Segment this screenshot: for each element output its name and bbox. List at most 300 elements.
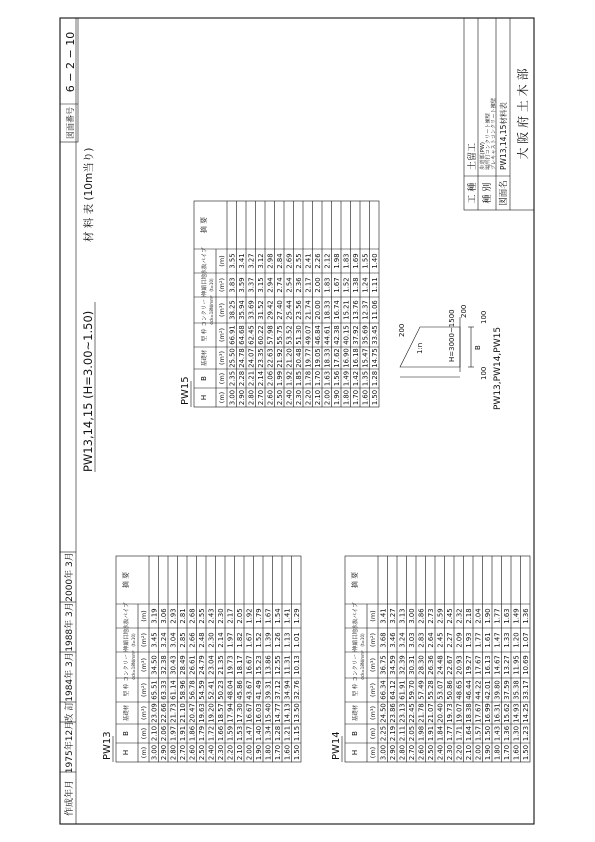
tb-type-line-1: 歩道部(PW) (480, 142, 486, 170)
table-cell: 1.50 (292, 744, 301, 761)
table-cell: 51.30 (294, 325, 303, 345)
table-cell: 3.06 (159, 608, 168, 624)
table-cell: 44.61 (323, 325, 332, 345)
table-cell: 18.33 (323, 300, 332, 320)
table-cell: 18.17 (235, 655, 244, 675)
table-cell: 53.52 (285, 325, 294, 345)
table-cell: 3.00 (228, 389, 237, 406)
table-cell: 21.73 (169, 703, 178, 723)
table-cell: 38.25 (228, 300, 237, 320)
table-cell: 3.00 (150, 744, 159, 761)
table-cell: 1.90 (483, 744, 492, 761)
column-header: 伸縮目地 (353, 628, 359, 652)
table-cell: 2.90 (159, 744, 168, 761)
column-header: H (122, 749, 130, 756)
table-cell: 2.17 (226, 608, 235, 624)
table-cell: 66.34 (379, 680, 388, 700)
table-cell: 64.68 (237, 325, 246, 345)
table-cell: 14.67 (493, 655, 502, 675)
column-header: B (200, 376, 208, 381)
table-cell: 1.77 (493, 608, 502, 624)
table-cell: 3.59 (237, 277, 246, 293)
drawing-number-value: 6 − 2 − 10 (64, 31, 77, 93)
table-cell: 2.80 (169, 744, 178, 761)
table-cell: 3.68 (379, 632, 388, 648)
table-cell: 1.77 (445, 725, 454, 742)
table-cell: 2.50 (275, 389, 284, 406)
table-cell: 65.51 (150, 680, 159, 700)
table-cell: 29.42 (266, 300, 275, 320)
table-cell: 1.72 (207, 725, 216, 742)
column-header: 基礎材 (124, 704, 130, 722)
table-cell: 3.41 (379, 608, 388, 624)
table-cell: 2.00 (245, 744, 254, 761)
table-cell: 3.24 (398, 632, 407, 648)
outer-border (60, 18, 534, 824)
table-cell: 2.80 (398, 744, 407, 761)
table-cell: 22.45 (407, 703, 416, 723)
table-cell: 50.86 (445, 680, 454, 700)
table-cell: 19.05 (313, 348, 322, 368)
table-cell: 2.17 (304, 277, 313, 293)
table-cell: 1.36 (502, 725, 511, 742)
table-cell: 3.27 (247, 253, 256, 269)
tb-org: 大 阪 府 土 木 部 (516, 68, 530, 160)
tb-kind-value: 土留工 (468, 142, 478, 170)
table-cell: 43.67 (245, 680, 254, 700)
table-cell: 1.56 (332, 370, 341, 387)
table-cell: 1.28 (273, 725, 282, 742)
table-cell: 20.47 (188, 703, 197, 723)
table-cell: 19.73 (226, 655, 235, 675)
column-header: 摘 要 (122, 571, 130, 589)
table-cell: 37.92 (351, 325, 360, 345)
dim-top: 200 (398, 323, 406, 337)
table-cell: 1.50 (483, 725, 492, 742)
table-cell: 18.38 (464, 703, 473, 723)
table-cell: 46.44 (464, 680, 473, 700)
table-cell: 16.90 (342, 348, 351, 368)
table-cell: 1.15 (292, 725, 301, 742)
table-cell: 2.27 (445, 632, 454, 648)
table-cell: 10.69 (521, 655, 530, 675)
table-cell: 1.66 (216, 725, 225, 742)
wall-section-diagram (398, 305, 503, 410)
table-cell: 2.10 (150, 725, 159, 742)
column-unit: (m²) (369, 632, 377, 648)
table-cell: 1.60 (283, 744, 292, 761)
table-cell: 1.07 (521, 632, 530, 648)
table-cell: 46.84 (313, 325, 322, 345)
table-cell: 2.54 (285, 277, 294, 293)
table-cell: 32.38 (159, 655, 168, 675)
table-cell: 25.50 (228, 348, 237, 368)
table-cell: 1.33 (502, 632, 511, 648)
table-cell: 30.43 (169, 655, 178, 675)
table-cell: 2.30 (207, 632, 216, 648)
table-cell: 18.57 (216, 703, 225, 723)
table-cell: 2.45 (436, 632, 445, 648)
material-table (331, 556, 530, 762)
table-cell: 1.52 (342, 277, 351, 293)
table-cell: 45.86 (235, 680, 244, 700)
table-cell: 1.52 (254, 632, 263, 648)
column-unit: (m²) (218, 327, 226, 343)
table-cell: 2.60 (266, 389, 275, 406)
table-cell: 20.48 (294, 348, 303, 368)
table-cell: 37.59 (502, 680, 511, 700)
table-cell: 2.40 (207, 744, 216, 761)
table-cell: 1.92 (245, 608, 254, 624)
table-cell: 1.70 (273, 744, 282, 761)
table-cell: 15.47 (361, 348, 370, 368)
table-cell: 1.43 (493, 725, 502, 742)
table-cell: 1.29 (292, 608, 301, 624)
tb-name-value: PW13,14,15材料表 (499, 102, 508, 170)
column-header: 型 枠 (124, 683, 130, 697)
table-cell: 48.04 (226, 680, 235, 700)
table-cell: 62.45 (247, 325, 256, 345)
dim-left: 100 (480, 366, 488, 380)
table-cell: 20.40 (436, 703, 445, 723)
column-header: 型 枠 (353, 683, 359, 697)
table-cell: 1.57 (474, 725, 483, 742)
table-cell: 28.49 (178, 655, 187, 675)
table-cell: 55.28 (426, 680, 435, 700)
column-subheader: σck=18N/mm² (360, 650, 365, 680)
table-cell: 1.50 (521, 744, 530, 761)
table-cell: 1.13 (283, 632, 292, 648)
table-cell: 1.61 (483, 632, 492, 648)
table-cell: 2.00 (474, 744, 483, 761)
table-cell: 2.26 (313, 253, 322, 269)
table-cell: 21.20 (285, 348, 294, 368)
table-cell: 3.83 (228, 277, 237, 293)
table-cell: 64.12 (388, 680, 397, 700)
table-cell: 1.11 (370, 277, 379, 293)
table-cell: 36.75 (379, 655, 388, 675)
table-cell: 2.55 (294, 253, 303, 269)
table-cell: 24.50 (379, 703, 388, 723)
table-cell: 17.67 (474, 703, 483, 723)
table-cell: 2.68 (188, 608, 197, 624)
table-cell: 2.20 (304, 389, 313, 406)
column-unit: (m²) (369, 682, 377, 698)
table-cell: 14.75 (370, 348, 379, 368)
table-cell: 25.44 (285, 300, 294, 320)
table-cell: 11.31 (283, 655, 292, 675)
table-cell: 2.14 (216, 632, 225, 648)
table-cell: 2.06 (159, 725, 168, 742)
table-cell: 54.59 (197, 680, 206, 700)
table-cell: 3.27 (388, 608, 397, 624)
table-cell: 1.98 (417, 725, 426, 742)
table-cell: 2.70 (407, 744, 416, 761)
table-cell: 23.04 (207, 655, 216, 675)
dim-right: 100 (480, 310, 488, 324)
table-cell: 56.78 (188, 680, 197, 700)
table-cell: 33.17 (521, 680, 530, 700)
table-cell: 1.47 (245, 725, 254, 742)
table-cell: 14.13 (283, 703, 292, 723)
revised-label: 改 訂 (65, 701, 75, 723)
table-cell: 32.76 (292, 680, 301, 700)
table-cell: 1.39 (264, 632, 273, 648)
table-cell: 1.90 (332, 389, 341, 406)
column-subheader: σck=18N/mm² (131, 650, 136, 680)
column-header: 水抜パイプ (353, 602, 359, 630)
column-unit: (m) (218, 255, 226, 267)
table-cell: 3.46 (388, 632, 397, 648)
column-header: H (351, 749, 359, 756)
table-cell: 2.32 (455, 608, 464, 624)
table-title: PW14 (331, 731, 342, 760)
table-cell: 16.67 (245, 655, 254, 675)
table-cell: 13.27 (502, 655, 511, 675)
table-cell: 3.03 (407, 632, 416, 648)
table-cell: 1.71 (455, 725, 464, 742)
column-subheader: (t=10) (209, 278, 214, 292)
column-header: 摘 要 (351, 571, 359, 589)
table-cell: 19.73 (445, 703, 454, 723)
dim-footing: 200 (460, 304, 468, 318)
table-cell: 61.14 (169, 680, 178, 700)
table-cell: 1.84 (436, 725, 445, 742)
revision-1: 1984年 3月 (65, 652, 75, 702)
table-cell: 2.18 (464, 608, 473, 624)
table-cell: 1.80 (342, 389, 351, 406)
tb-type-line-3: プレキャストコンクリート擁壁 (491, 97, 497, 170)
table-cell: 2.21 (247, 370, 256, 387)
table-cell: 22.67 (445, 655, 454, 675)
tb-name-label: 図面名 (499, 180, 509, 206)
table-cell: 23.86 (388, 703, 397, 723)
column-unit: (m) (218, 391, 226, 404)
table-cell: 3.24 (159, 632, 168, 648)
tb-kind-label: 工 種 (468, 182, 478, 204)
table-cell: 32.39 (398, 655, 407, 675)
table-cell: 3.19 (150, 608, 159, 624)
column-subheader: (t=10) (131, 633, 136, 647)
table-cell: 2.59 (436, 608, 445, 624)
tb-type-label: 種 別 (483, 182, 493, 204)
table-cell: 12.55 (273, 655, 282, 675)
table-cell: 1.41 (283, 608, 292, 624)
table-cell: 17.94 (226, 703, 235, 723)
table-cell: 21.35 (216, 655, 225, 675)
table-cell: 1.79 (254, 608, 263, 624)
drawing-number-label: 図面番号 (66, 107, 75, 139)
table-cell: 1.98 (332, 253, 341, 269)
table-cell: 18.33 (323, 348, 332, 368)
table-cell: 42.01 (483, 680, 492, 700)
table-cell: 31.52 (256, 300, 265, 320)
table-cell: 14.77 (273, 703, 282, 723)
table-cell: 26.61 (188, 655, 197, 675)
table-cell: 16.67 (245, 703, 254, 723)
table-cell: 1.42 (351, 370, 360, 387)
column-unit: (m) (140, 746, 148, 759)
table-cell: 1.82 (235, 632, 244, 648)
table-cell: 14.25 (521, 703, 530, 723)
column-header: 伸縮目地 (124, 628, 130, 652)
table-cell: 16.13 (483, 655, 492, 675)
column-header: 水抜パイプ (124, 602, 130, 630)
table-cell: 49.07 (304, 325, 313, 345)
table-cell: 58.96 (178, 680, 187, 700)
table-cell: 1.20 (512, 632, 521, 648)
title-block (464, 18, 534, 210)
table-cell: 55.75 (275, 325, 284, 345)
column-unit: (m³) (369, 657, 377, 673)
table-cell: 3.37 (247, 277, 256, 293)
table-cell: 16.31 (493, 703, 502, 723)
column-unit: (m³) (140, 705, 148, 721)
table-cell: 2.93 (169, 608, 178, 624)
column-header: 水抜パイプ (202, 247, 208, 275)
rotated-sheet (60, 18, 534, 824)
table-cell: 1.78 (304, 370, 313, 387)
table-cell: 3.12 (256, 253, 265, 269)
table-cell: 3.04 (169, 632, 178, 648)
tables (102, 201, 530, 762)
table-cell: 35.94 (237, 300, 246, 320)
table-cell: 2.10 (464, 744, 473, 761)
table-cell: 23.56 (294, 300, 303, 320)
table-cell: 2.98 (266, 253, 275, 269)
table-cell: 2.30 (216, 608, 225, 624)
table-cell: 41.49 (254, 680, 263, 700)
table-cell: 22.63 (266, 348, 275, 368)
dim-b: B (474, 345, 482, 350)
table-cell: 24.48 (436, 655, 445, 675)
table-cell: 2.09 (455, 632, 464, 648)
table-cell: 2.48 (197, 632, 206, 648)
table-cell: 1.53 (235, 725, 244, 742)
table-cell: 12.37 (361, 300, 370, 320)
table-cell: 19.07 (455, 703, 464, 723)
table-cell: 2.14 (256, 370, 265, 387)
table-cell: 1.60 (512, 744, 521, 761)
table-cell: 3.15 (256, 277, 265, 293)
column-header: コンクリート (124, 648, 130, 682)
column-unit: (m²) (218, 277, 226, 293)
table-cell: 1.35 (361, 370, 370, 387)
table-cell: 2.50 (426, 744, 435, 761)
table-cell: 2.10 (235, 744, 244, 761)
table-cell: 34.59 (388, 655, 397, 675)
table-cell: 15.40 (264, 703, 273, 723)
table-cell: 1.64 (464, 725, 473, 742)
table-cell: 2.28 (237, 370, 246, 387)
table-cell: 2.05 (235, 608, 244, 624)
table-cell: 1.40 (254, 725, 263, 742)
table-cell: 24.79 (197, 655, 206, 675)
table-cell: 1.91 (178, 725, 187, 742)
table-cell: 19.27 (464, 655, 473, 675)
table-cell: 26.36 (426, 655, 435, 675)
table-title: PW13 (102, 731, 113, 760)
revision-3: 2000年 3月 (65, 552, 75, 602)
table-cell: 2.70 (256, 389, 265, 406)
table-cell: 3.55 (228, 253, 237, 269)
table-cell: 1.47 (493, 632, 502, 648)
column-header: B (122, 731, 130, 736)
table-cell: 42.38 (332, 325, 341, 345)
sub-title: 材 料 表 (10m当り) (83, 147, 95, 242)
table-cell: 1.30 (512, 725, 521, 742)
table-cell: 17.67 (474, 655, 483, 675)
material-table (102, 556, 301, 762)
column-unit: (m) (369, 746, 377, 759)
table-cell: 2.70 (178, 744, 187, 761)
table-cell: 13.86 (264, 655, 273, 675)
table-cell: 1.79 (197, 725, 206, 742)
table-cell: 1.70 (351, 389, 360, 406)
table-cell: 2.04 (474, 608, 483, 624)
table-cell: 16.03 (254, 703, 263, 723)
table-cell: 33.69 (247, 300, 256, 320)
table-cell: 30.31 (407, 655, 416, 675)
table-cell: 2.41 (304, 253, 313, 269)
table-cell: 20.00 (313, 300, 322, 320)
table-cell: 2.36 (294, 277, 303, 293)
table-cell: 1.97 (169, 725, 178, 742)
column-unit: (m³) (218, 302, 226, 318)
table-cell: 53.07 (436, 680, 445, 700)
table-cell: 2.60 (188, 744, 197, 761)
table-cell: 61.91 (398, 680, 407, 700)
revision-2: 1988年 3月 (65, 602, 75, 652)
table-cell: 1.90 (254, 744, 263, 761)
table-cell: 27.40 (275, 300, 284, 320)
table-cell: 23.13 (398, 703, 407, 723)
table-cell: 24.07 (247, 348, 256, 368)
created-label: 作成年月 (65, 779, 75, 817)
column-header: 基礎材 (202, 349, 208, 367)
table-cell: 2.74 (275, 277, 284, 293)
table-cell: 21.07 (426, 703, 435, 723)
table-cell: 2.73 (426, 608, 435, 624)
column-unit: (m) (369, 727, 377, 740)
table-cell: 21.10 (178, 703, 187, 723)
table-cell: 19.63 (197, 703, 206, 723)
column-subheader: σck=18N/mm² (209, 295, 214, 325)
table-cell: 34.50 (150, 655, 159, 675)
table-cell: 22.66 (159, 703, 168, 723)
table-cell: 57.49 (417, 680, 426, 700)
table-cell: 19.77 (304, 348, 313, 368)
table-cell: 1.55 (361, 253, 370, 269)
column-unit: (m) (369, 610, 377, 622)
table-cell: 14.93 (512, 703, 521, 723)
table-cell: 2.00 (323, 389, 332, 406)
table-cell: 1.83 (323, 277, 332, 293)
table-cell: 2.40 (436, 744, 445, 761)
created-value: 1975年12月 (65, 720, 75, 774)
table-cell: 2.30 (294, 389, 303, 406)
table-cell: 28.30 (417, 655, 426, 675)
table-cell: 63.33 (159, 680, 168, 700)
table-cell: 2.66 (188, 632, 197, 648)
table-cell: 20.93 (455, 655, 464, 675)
table-cell: 48.65 (455, 680, 464, 700)
table-cell: 15.23 (254, 655, 263, 675)
table-cell: 1.36 (521, 608, 530, 624)
table-cell: 1.34 (264, 725, 273, 742)
table-cell: 1.54 (273, 608, 282, 624)
table-cell: 40.15 (342, 325, 351, 345)
